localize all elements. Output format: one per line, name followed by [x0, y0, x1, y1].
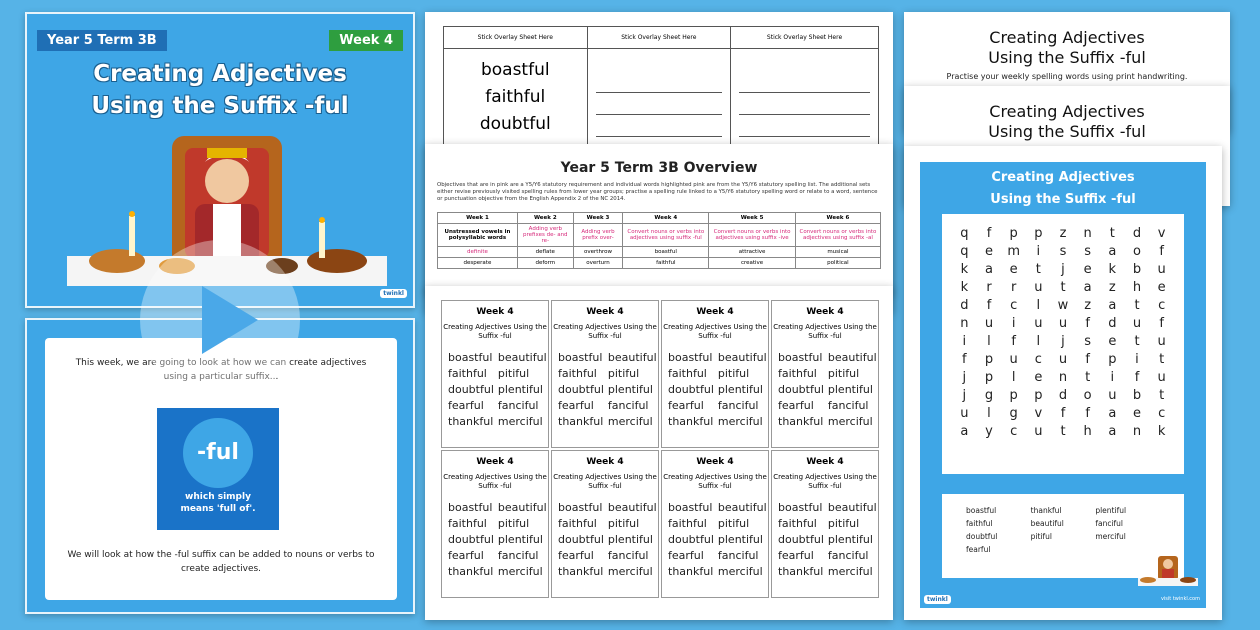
- card-word: doubtful: [778, 533, 824, 546]
- word-bank-item: boastful: [966, 506, 997, 515]
- word-card: [551, 450, 659, 598]
- overlay-header-1: Stick Overlay Sheet Here: [444, 27, 588, 49]
- grid-letter[interactable]: f: [1159, 316, 1164, 331]
- card-word: plentiful: [717, 533, 763, 546]
- grid-letter[interactable]: m: [1007, 244, 1020, 259]
- grid-letter[interactable]: f: [1060, 406, 1066, 421]
- card-word: merciful: [717, 415, 763, 428]
- card-title: Creating Adjectives Using the Suffix -ful: [663, 473, 767, 490]
- card-word: pitiful: [607, 367, 640, 380]
- card-word: plentiful: [607, 383, 653, 396]
- grid-letter[interactable]: c: [1158, 406, 1166, 421]
- card-word: thankful: [558, 565, 604, 578]
- card-word: fanciful: [497, 399, 539, 412]
- objective-cell: Adding verb prefix over-: [573, 224, 623, 247]
- card-word: beautiful: [607, 351, 657, 364]
- grid-letter[interactable]: a: [960, 424, 969, 439]
- card-week: Week 4: [586, 307, 624, 317]
- play-icon: [140, 240, 300, 400]
- card-week: Week 4: [696, 457, 734, 467]
- grid-letter[interactable]: u: [1157, 262, 1166, 277]
- suffix-circle: -ful: [183, 418, 253, 488]
- grid-letter[interactable]: j: [1061, 334, 1065, 349]
- card-word: plentiful: [497, 383, 543, 396]
- grid-letter[interactable]: z: [1084, 298, 1092, 313]
- grid-letter[interactable]: u: [984, 316, 994, 331]
- grid-letter[interactable]: a: [985, 262, 993, 277]
- footer-line1: We will look at how the -ful suffix can be added to nouns or verbs to: [67, 550, 375, 560]
- card-word: faithful: [778, 367, 817, 380]
- grid-letter[interactable]: u: [1157, 370, 1166, 385]
- grid-letter[interactable]: d: [1108, 316, 1117, 331]
- card-word: faithful: [558, 367, 597, 380]
- card-word: doubtful: [668, 383, 714, 396]
- grid-letter[interactable]: c: [1034, 352, 1042, 367]
- card-title: Creating Adjectives Using the Suffix -ful: [773, 473, 877, 490]
- grid-letter[interactable]: d: [1058, 388, 1068, 403]
- grid-letter[interactable]: p: [1034, 388, 1043, 403]
- overview-page[interactable]: [425, 144, 893, 294]
- card-word: doubtful: [558, 533, 604, 546]
- grid-letter[interactable]: c: [1158, 298, 1166, 313]
- grid-letter[interactable]: f: [986, 226, 992, 241]
- card-word: fanciful: [607, 399, 649, 412]
- card-word: doubtful: [448, 533, 494, 546]
- word-search-title-line1: Creating Adjectives: [991, 170, 1135, 185]
- grid-letter[interactable]: r: [1010, 280, 1017, 295]
- grid-letter[interactable]: e: [1132, 406, 1141, 421]
- grid-letter[interactable]: u: [1058, 316, 1068, 331]
- grid-letter[interactable]: i: [1135, 352, 1139, 367]
- card-word: fearful: [668, 549, 704, 562]
- grid-letter[interactable]: p: [1034, 226, 1043, 241]
- grid-letter[interactable]: l: [1036, 334, 1041, 349]
- grid-letter[interactable]: q: [960, 226, 969, 241]
- week-header: Week 3: [573, 213, 623, 224]
- word-bank-item: plentiful: [1095, 506, 1127, 515]
- grid-letter[interactable]: n: [1058, 370, 1068, 385]
- card-word: doubtful: [558, 383, 604, 396]
- suffix-box: [157, 408, 279, 530]
- card-word: fanciful: [497, 549, 539, 562]
- grid-letter[interactable]: e: [984, 244, 993, 259]
- grid-letter[interactable]: c: [1010, 424, 1018, 439]
- word-bank-item: fearful: [966, 545, 991, 554]
- grid-letter[interactable]: b: [1132, 388, 1142, 403]
- grid-letter[interactable]: d: [1132, 226, 1142, 241]
- card-word: merciful: [827, 415, 873, 428]
- card-word: fanciful: [717, 399, 759, 412]
- spelling-cell: deflate: [517, 247, 573, 258]
- card-week: Week 4: [476, 457, 514, 467]
- card-word: merciful: [607, 415, 653, 428]
- word-cards-page[interactable]: [425, 286, 893, 620]
- card-word: boastful: [558, 351, 603, 364]
- word-bank-item: doubtful: [966, 532, 998, 541]
- grid-letter[interactable]: i: [1011, 316, 1016, 331]
- grid-letter[interactable]: f: [1085, 352, 1090, 367]
- slide-title-line1: Creating Adjectives: [93, 61, 347, 87]
- year-term-badge: Year 5 Term 3B: [37, 30, 167, 51]
- card-word: beautiful: [827, 351, 877, 364]
- grid-letter[interactable]: u: [1034, 424, 1043, 439]
- word-cards-grid: [441, 300, 881, 600]
- spelling-cell: desperate: [438, 258, 518, 269]
- meaning-line1: which simply: [185, 492, 251, 502]
- card-word: fearful: [558, 399, 594, 412]
- overlay-header-2: Stick Overlay Sheet Here: [587, 27, 731, 49]
- card-title: Creating Adjectives Using the Suffix -ful: [443, 473, 547, 490]
- grid-letter[interactable]: d: [960, 298, 969, 313]
- grid-letter[interactable]: e: [1009, 262, 1018, 277]
- grid-letter[interactable]: t: [1085, 370, 1091, 385]
- overlay-word: faithful: [485, 87, 546, 107]
- handwriting2-title-line2: Using the Suffix -ful: [988, 122, 1146, 141]
- card-word: faithful: [558, 517, 597, 530]
- card-word: faithful: [448, 367, 487, 380]
- grid-letter[interactable]: p: [1108, 352, 1117, 367]
- word-bank-item: beautiful: [1030, 519, 1064, 528]
- grid-letter[interactable]: n: [960, 316, 969, 331]
- play-button[interactable]: [140, 240, 300, 400]
- card-word: thankful: [668, 565, 714, 578]
- card-word: beautiful: [717, 501, 767, 514]
- word-card: [551, 300, 659, 448]
- grid-letter[interactable]: f: [986, 298, 992, 313]
- card-word: beautiful: [607, 501, 657, 514]
- grid-letter[interactable]: k: [960, 262, 969, 277]
- grid-letter[interactable]: a: [1108, 298, 1117, 313]
- twinkl-url: visit twinkl.com: [1160, 596, 1200, 602]
- card-word: fanciful: [827, 549, 869, 562]
- week-badge: Week 4: [329, 30, 403, 51]
- card-word: thankful: [448, 565, 494, 578]
- card-word: thankful: [558, 415, 604, 428]
- grid-letter[interactable]: c: [1010, 298, 1018, 313]
- overlay-word: doubtful: [479, 114, 551, 134]
- card-week: Week 4: [696, 307, 734, 317]
- card-word-list: [448, 501, 547, 578]
- grid-letter[interactable]: t: [1060, 280, 1066, 295]
- week-header: Week 1: [438, 213, 518, 224]
- card-word: boastful: [668, 351, 713, 364]
- grid-letter[interactable]: a: [1108, 424, 1117, 439]
- handwriting2-title-line1: Creating Adjectives: [989, 102, 1145, 121]
- card-title: Creating Adjectives Using the Suffix -ful: [553, 473, 657, 490]
- grid-letter[interactable]: v: [1034, 406, 1043, 421]
- card-word: fearful: [778, 399, 814, 412]
- word-bank-item: fanciful: [1095, 519, 1124, 528]
- grid-letter[interactable]: t: [1159, 352, 1165, 367]
- card-word-list: [668, 501, 767, 578]
- intro-line1: This week, we are going to look at how we can create adjectives: [75, 358, 367, 368]
- word-bank-item: thankful: [1030, 506, 1062, 515]
- grid-letter[interactable]: a: [1083, 280, 1092, 295]
- card-title: Creating Adjectives Using the Suffix -ful: [773, 323, 877, 340]
- grid-letter[interactable]: p: [984, 370, 994, 385]
- twinkl-logo: twinkl: [924, 595, 951, 604]
- grid-letter[interactable]: f: [1085, 316, 1090, 331]
- card-word: pitiful: [497, 367, 530, 380]
- card-word: doubtful: [668, 533, 714, 546]
- spelling-cell: deform: [517, 258, 573, 269]
- grid-letter[interactable]: l: [1011, 370, 1016, 385]
- card-word: pitiful: [827, 517, 860, 530]
- grid-letter[interactable]: j: [962, 370, 967, 385]
- card-word: merciful: [607, 565, 653, 578]
- grid-letter[interactable]: z: [1059, 226, 1067, 241]
- grid-letter[interactable]: t: [1134, 334, 1140, 349]
- overlay-header-3: Stick Overlay Sheet Here: [731, 27, 879, 49]
- card-word: fearful: [448, 399, 484, 412]
- grid-letter[interactable]: p: [1009, 388, 1018, 403]
- card-word: thankful: [448, 415, 494, 428]
- card-word: pitiful: [497, 517, 530, 530]
- grid-letter[interactable]: s: [1059, 244, 1067, 259]
- grid-letter[interactable]: o: [1133, 244, 1141, 259]
- card-word: fanciful: [717, 549, 759, 562]
- meaning-line2: means 'full of'.: [180, 504, 256, 514]
- spelling-cell: attractive: [709, 247, 796, 258]
- overview-table: [437, 212, 881, 269]
- grid-letter[interactable]: e: [1083, 262, 1092, 277]
- card-word: merciful: [497, 565, 543, 578]
- grid-letter[interactable]: g: [1009, 406, 1018, 421]
- grid-letter[interactable]: f: [1134, 370, 1140, 385]
- card-word-list: [558, 351, 657, 428]
- objective-cell: Adding verb prefixes de- and re-: [517, 224, 573, 247]
- grid-letter[interactable]: u: [1034, 280, 1043, 295]
- card-word: beautiful: [827, 501, 877, 514]
- grid-letter[interactable]: l: [987, 334, 991, 349]
- grid-letter[interactable]: u: [1157, 334, 1166, 349]
- grid-letter[interactable]: z: [1108, 280, 1116, 295]
- objective-cell: Unstressed vowels in polysyllabic words: [438, 224, 518, 247]
- card-word: pitiful: [717, 367, 750, 380]
- grid-letter[interactable]: l: [1036, 298, 1041, 313]
- grid-letter[interactable]: v: [1157, 226, 1166, 241]
- spelling-cell: definite: [438, 247, 518, 258]
- word-search-title-line2: Using the Suffix -ful: [990, 192, 1136, 207]
- grid-letter[interactable]: e: [1157, 280, 1166, 295]
- card-title: Creating Adjectives Using the Suffix -ful: [663, 323, 767, 340]
- card-word: fanciful: [607, 549, 649, 562]
- slide-title-line2: Using the Suffix -ful: [91, 93, 349, 119]
- grid-letter[interactable]: j: [962, 388, 967, 403]
- card-word: beautiful: [497, 351, 547, 364]
- card-word: thankful: [668, 415, 714, 428]
- grid-letter[interactable]: i: [1036, 244, 1041, 259]
- card-word-list: [448, 351, 547, 428]
- grid-letter[interactable]: t: [1035, 262, 1041, 277]
- card-word: fearful: [668, 399, 704, 412]
- grid-letter[interactable]: n: [1083, 226, 1092, 241]
- card-word: doubtful: [778, 383, 824, 396]
- week-header: Week 5: [709, 213, 796, 224]
- card-word: merciful: [497, 415, 543, 428]
- grid-letter[interactable]: r: [986, 280, 992, 295]
- word-card: [771, 450, 879, 598]
- word-search-panel: [920, 162, 1206, 608]
- card-word: fearful: [448, 549, 484, 562]
- grid-letter[interactable]: u: [1108, 388, 1117, 403]
- grid-letter[interactable]: i: [962, 334, 967, 349]
- grid-letter[interactable]: e: [1034, 370, 1043, 385]
- word-bank-item: merciful: [1095, 532, 1126, 541]
- grid-letter[interactable]: t: [1109, 226, 1115, 241]
- grid-letter[interactable]: g: [984, 388, 994, 403]
- grid-letter[interactable]: q: [960, 244, 969, 259]
- grid-letter[interactable]: o: [1083, 388, 1092, 403]
- king-mini-illustration: [1138, 554, 1198, 588]
- overlay-word: boastful: [480, 60, 550, 80]
- word-bank-item: faithful: [966, 519, 993, 528]
- grid-letter[interactable]: p: [984, 352, 994, 367]
- overview-description: Objectives that are in pink are a Y5/Y6 statutory requirement and individual words highlighted pink are from the Y5/Y6 statutory spelling list. The additional sets either revise previously visited spelling rules from lower year groups; practise a spelling rule linked to a Y5/Y6 statutory spelling word or relate to a word, sentence or punctuation objective from the English Appendix 2 of the NC 2014.: [437, 182, 878, 202]
- grid-letter[interactable]: t: [1060, 424, 1066, 439]
- grid-letter[interactable]: k: [1157, 424, 1166, 439]
- grid-letter[interactable]: i: [1110, 370, 1115, 385]
- card-word: beautiful: [497, 501, 547, 514]
- card-word: faithful: [668, 517, 707, 530]
- card-word: boastful: [448, 501, 493, 514]
- word-card: [771, 300, 879, 448]
- grid-letter[interactable]: n: [1132, 424, 1142, 439]
- card-week: Week 4: [806, 457, 844, 467]
- card-word: faithful: [668, 367, 707, 380]
- spelling-cell: faithful: [623, 258, 709, 269]
- grid-letter[interactable]: a: [1108, 406, 1117, 421]
- card-title: Creating Adjectives Using the Suffix -ful: [443, 323, 547, 340]
- grid-letter[interactable]: u: [960, 406, 969, 421]
- handwriting-subtitle: Practise your weekly spelling words using print handwriting.: [946, 72, 1188, 81]
- grid-letter[interactable]: b: [1132, 262, 1142, 277]
- card-word: thankful: [778, 565, 824, 578]
- spelling-cell: creative: [709, 258, 796, 269]
- objective-cell: Convert nouns or verbs into adjectives using suffix -al: [795, 224, 880, 247]
- grid-letter[interactable]: k: [960, 280, 969, 295]
- card-word: thankful: [778, 415, 824, 428]
- grid-letter[interactable]: a: [1108, 244, 1117, 259]
- card-word: fearful: [558, 549, 594, 562]
- card-word: boastful: [778, 501, 823, 514]
- grid-letter[interactable]: f: [1159, 244, 1164, 259]
- week-header: Week 6: [795, 213, 880, 224]
- card-word: boastful: [778, 351, 823, 364]
- card-word: plentiful: [497, 533, 543, 546]
- grid-letter[interactable]: w: [1057, 298, 1069, 313]
- word-card: [441, 450, 549, 598]
- card-week: Week 4: [586, 457, 624, 467]
- grid-letter[interactable]: e: [1108, 334, 1117, 349]
- grid-letter[interactable]: p: [1009, 226, 1018, 241]
- week-header: Week 2: [517, 213, 573, 224]
- card-word: fanciful: [827, 399, 869, 412]
- handwriting-title-line1: Creating Adjectives: [989, 28, 1145, 47]
- card-title: Creating Adjectives Using the Suffix -ful: [553, 323, 657, 340]
- card-word: pitiful: [827, 367, 860, 380]
- spelling-cell: overthrow: [573, 247, 623, 258]
- objective-cell: Convert nouns or verbs into adjectives using suffix -ful: [623, 224, 709, 247]
- grid-letter[interactable]: h: [1083, 424, 1092, 439]
- card-word: merciful: [717, 565, 763, 578]
- card-word: plentiful: [827, 383, 873, 396]
- grid-letter[interactable]: f: [1085, 406, 1090, 421]
- grid-letter[interactable]: u: [1058, 352, 1068, 367]
- card-week: Week 4: [806, 307, 844, 317]
- grid-letter[interactable]: t: [1159, 388, 1165, 403]
- overview-title: Year 5 Term 3B Overview: [560, 160, 758, 176]
- card-word: beautiful: [717, 351, 767, 364]
- spelling-cell: boastful: [623, 247, 709, 258]
- card-word: plentiful: [827, 533, 873, 546]
- grid-letter[interactable]: j: [1061, 262, 1065, 277]
- grid-letter[interactable]: s: [1084, 334, 1092, 349]
- grid-letter[interactable]: f: [1011, 334, 1016, 349]
- twinkl-logo: twinkl: [380, 289, 407, 298]
- spelling-cell: overturn: [573, 258, 623, 269]
- grid-letter[interactable]: y: [985, 424, 993, 439]
- card-word: faithful: [778, 517, 817, 530]
- spelling-cell: musical: [795, 247, 880, 258]
- word-card: [661, 300, 769, 448]
- card-word: boastful: [558, 501, 603, 514]
- word-bank-item: pitiful: [1030, 532, 1053, 541]
- card-word: faithful: [448, 517, 487, 530]
- grid-letter[interactable]: k: [1108, 262, 1117, 277]
- letter-grid-box: [942, 214, 1184, 474]
- grid-letter[interactable]: f: [962, 352, 967, 367]
- grid-letter[interactable]: u: [1034, 316, 1043, 331]
- spelling-cell: political: [795, 258, 880, 269]
- letter-grid: [942, 214, 1184, 451]
- objective-cell: Convert nouns or verbs into adjectives using suffix -ive: [709, 224, 796, 247]
- card-word: merciful: [827, 565, 873, 578]
- week-header: Week 4: [623, 213, 709, 224]
- card-word: pitiful: [607, 517, 640, 530]
- word-search-sheet[interactable]: [904, 146, 1222, 620]
- word-card: [441, 300, 549, 448]
- card-word-list: [778, 501, 877, 578]
- card-word-list: [668, 351, 767, 428]
- grid-letter[interactable]: h: [1132, 280, 1142, 295]
- card-week: Week 4: [476, 307, 514, 317]
- grid-letter[interactable]: u: [1132, 316, 1142, 331]
- card-word: plentiful: [717, 383, 763, 396]
- card-word-list: [558, 501, 657, 578]
- footer-line2: create adjectives.: [180, 564, 262, 574]
- card-word: fearful: [778, 549, 814, 562]
- grid-letter[interactable]: s: [1084, 244, 1092, 259]
- card-word: boastful: [448, 351, 493, 364]
- grid-letter[interactable]: u: [1009, 352, 1018, 367]
- grid-letter[interactable]: l: [987, 406, 991, 421]
- card-word: boastful: [668, 501, 713, 514]
- handwriting-title-line2: Using the Suffix -ful: [988, 48, 1146, 67]
- card-word: doubtful: [448, 383, 494, 396]
- word-card: [661, 450, 769, 598]
- intro-line2: using a particular suffix...: [163, 372, 279, 382]
- card-word: plentiful: [607, 533, 653, 546]
- card-word: pitiful: [717, 517, 750, 530]
- grid-letter[interactable]: t: [1134, 298, 1140, 313]
- card-word-list: [778, 351, 877, 428]
